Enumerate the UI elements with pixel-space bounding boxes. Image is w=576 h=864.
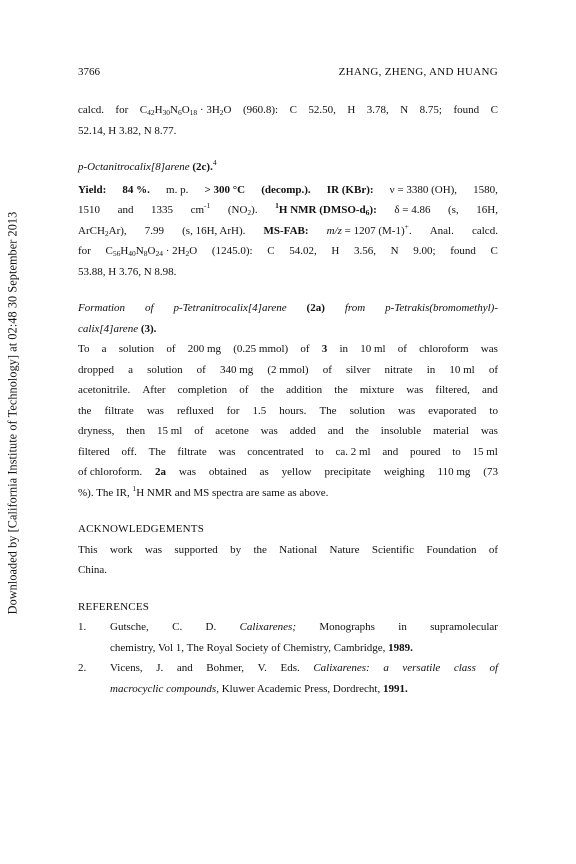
procedure-line: of chloroform. 2a was obtained as yellow precipitate weighing 110 mg (73 (78, 466, 498, 478)
compound-data-line: 1510 and 1335 $cm^{-1}$ $(NO_2)$. $^1$H NMR $(DMSO-d_6)$: δ = 4.86 (s, 16H, (78, 201, 498, 217)
procedure-line: %). The IR, $^1$H NMR and MS spectra are same as above. (78, 483, 329, 499)
molecular-formula: $C_{42}H_{30}N_6O_{18} \cdot 3H_2O$ (139, 104, 232, 117)
section-heading: calix[4]arene (3). (78, 322, 157, 335)
references-heading: REFERENCES (78, 600, 150, 613)
running-title: ZHANG, ZHENG, AND HUANG (338, 66, 498, 78)
compound-data-line: 53.88, H 3.76, N 8.98. (78, 265, 177, 278)
procedure-line: the filtrate was refluxed for 1.5 hours. The solution was evaporated to (78, 404, 498, 417)
compound-data-line: Yield: 84 %. m. p. > 300 °C (decomp.). IR (KBr): ν = 3380 (OH), 1580, (78, 183, 498, 196)
acknowledgements-heading: ACKNOWLEDGEMENTS (78, 523, 205, 535)
page-number: 3766 (78, 66, 100, 78)
acknowledgements-line: This work was supported by the National Nature Scientific Foundation of (78, 543, 498, 556)
analysis-line: 52.14, H 3.82, N 8.77. (78, 124, 177, 137)
article-body (78, 100, 498, 699)
procedure-line: filtered off. The filtrate was concentrated to ca. 2 ml and poured to 15 ml (78, 445, 498, 458)
download-watermark (6, 163, 20, 663)
compound-data-line: ArCH$_2$Ar), 7.99 (s, 16H, ArH). MS-FAB: m/z = 1207 (M-1)+. Anal. calcd. (78, 221, 498, 238)
reference-item: 1. Gutsche, C. D. Calixarenes; Monographs in supramolecular (78, 621, 498, 633)
compound-heading: p-Octanitrocalix[8]arene (2c).$^4$ (78, 158, 217, 173)
running-header (78, 66, 498, 82)
reference-item-cont: chemistry, Vol 1, The Royal Society of Chemistry, Cambridge, 1989. (110, 641, 413, 654)
procedure-line: dryness, then 15 ml of acetone was added and the insoluble material was (78, 425, 498, 437)
acknowledgements-line: China. (78, 564, 108, 576)
procedure-line: dropped a solution of 340 mg (2 mmol) of silver nitrate in 10 ml of (78, 363, 498, 376)
compound-data-line: for $C_{56}H_{40}N_8O_{24} \cdot 2H_2O$ (1245.0): C 54.02, H 3.56, N 9.00; found C (78, 245, 498, 258)
procedure-line: To a solution of 200 mg (0.25 mmol) of 3 in 10 ml of chloroform was (78, 343, 498, 355)
section-heading: Formation of p-Tetranitrocalix[4]arene (2a) from p-Tetrakis(bromomethyl)- (78, 302, 498, 314)
reference-item-cont: macrocyclic compounds, Kluwer Academic Press, Dordrecht, 1991. (110, 682, 408, 695)
download-watermark-text: Downloaded by [California Institute of Technology] at 02:48 30 September 2013 (5, 211, 20, 615)
procedure-line: acetonitrile. After completion of the addition the mixture was filtered, and (78, 384, 498, 396)
analysis-line: calcd. for $C_{42}H_{30}N_6O_{18} \cdot 3H_2O$ (960.8): C 52.50, H 3.78, N 8.75; found C (78, 100, 498, 121)
procedure-paragraph (78, 339, 498, 483)
reference-item: 2. Vicens, J. and Bohmer, V. Eds. Calixarenes: a versatile class of (78, 662, 498, 674)
